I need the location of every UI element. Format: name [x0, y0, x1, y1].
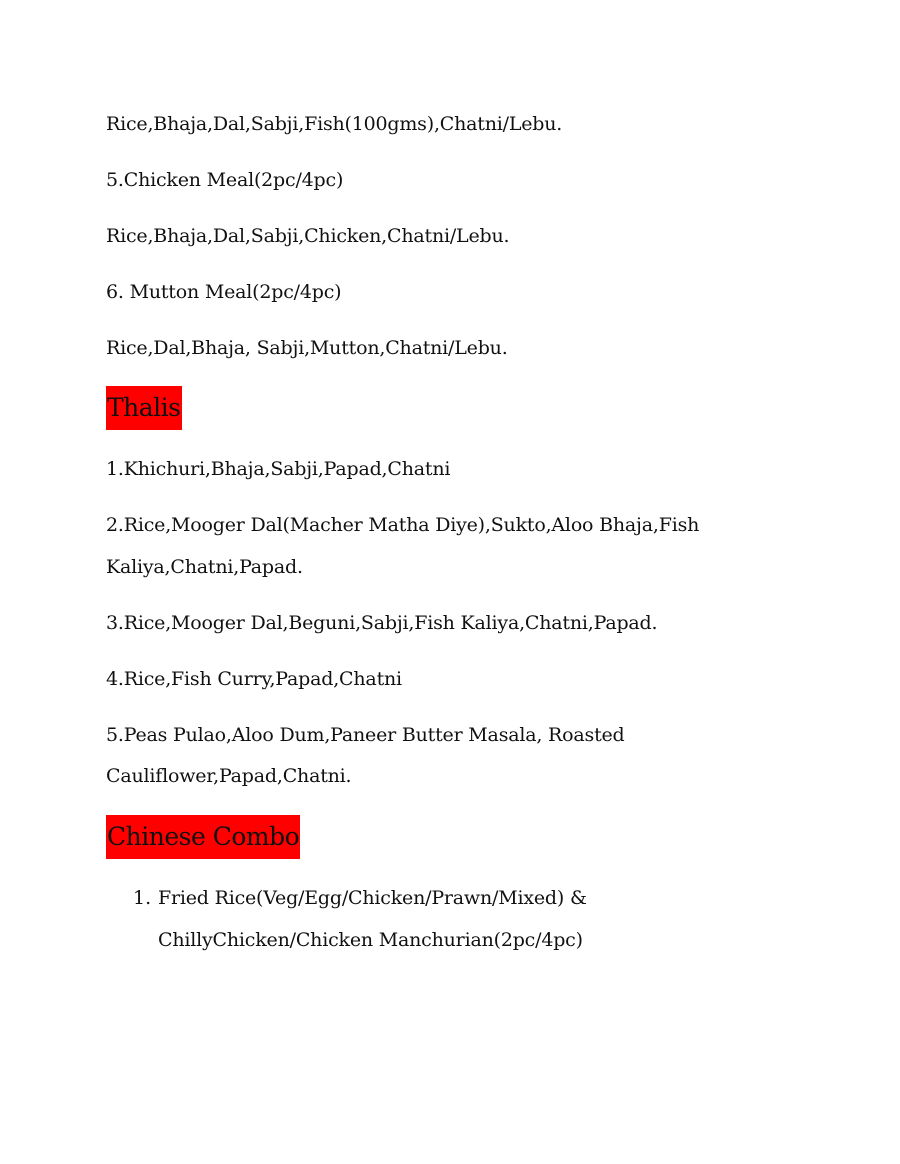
mutton-meal-title: 6. Mutton Meal(2pc/4pc): [106, 281, 342, 303]
thali-item-1: 1.Khichuri,Bhaja,Sabji,Papad,Chatni: [106, 458, 451, 480]
thali-item-2-line-1: 2.Rice,Mooger Dal(Macher Matha Diye),Sukto,Aloo Bhaja,Fish: [106, 514, 700, 536]
fish-meal-items: Rice,Bhaja,Dal,Sabji,Fish(100gms),Chatni/Lebu.: [106, 113, 563, 135]
chinese-item-marker: 1.: [133, 887, 152, 909]
chinese-combo-heading: Chinese Combo: [106, 815, 300, 859]
thali-item-5-line-1: 5.Peas Pulao,Aloo Dum,Paneer Butter Masala, Roasted: [106, 724, 625, 746]
chicken-meal-items: Rice,Bhaja,Dal,Sabji,Chicken,Chatni/Lebu.: [106, 225, 510, 247]
chinese-item-line-1: Fried Rice(Veg/Egg/Chicken/Prawn/Mixed) &: [158, 887, 587, 909]
chinese-item-line-2: ChillyChicken/Chicken Manchurian(2pc/4pc): [158, 929, 583, 951]
thali-item-5-line-2: Cauliflower,Papad,Chatni.: [106, 765, 352, 787]
thali-item-2-line-2: Kaliya,Chatni,Papad.: [106, 556, 303, 578]
chicken-meal-title: 5.Chicken Meal(2pc/4pc): [106, 169, 344, 191]
thalis-heading: Thalis: [106, 386, 182, 430]
mutton-meal-items: Rice,Dal,Bhaja, Sabji,Mutton,Chatni/Lebu.: [106, 337, 508, 359]
thali-item-4: 4.Rice,Fish Curry,Papad,Chatni: [106, 668, 402, 690]
thali-item-3: 3.Rice,Mooger Dal,Beguni,Sabji,Fish Kaliya,Chatni,Papad.: [106, 612, 658, 634]
